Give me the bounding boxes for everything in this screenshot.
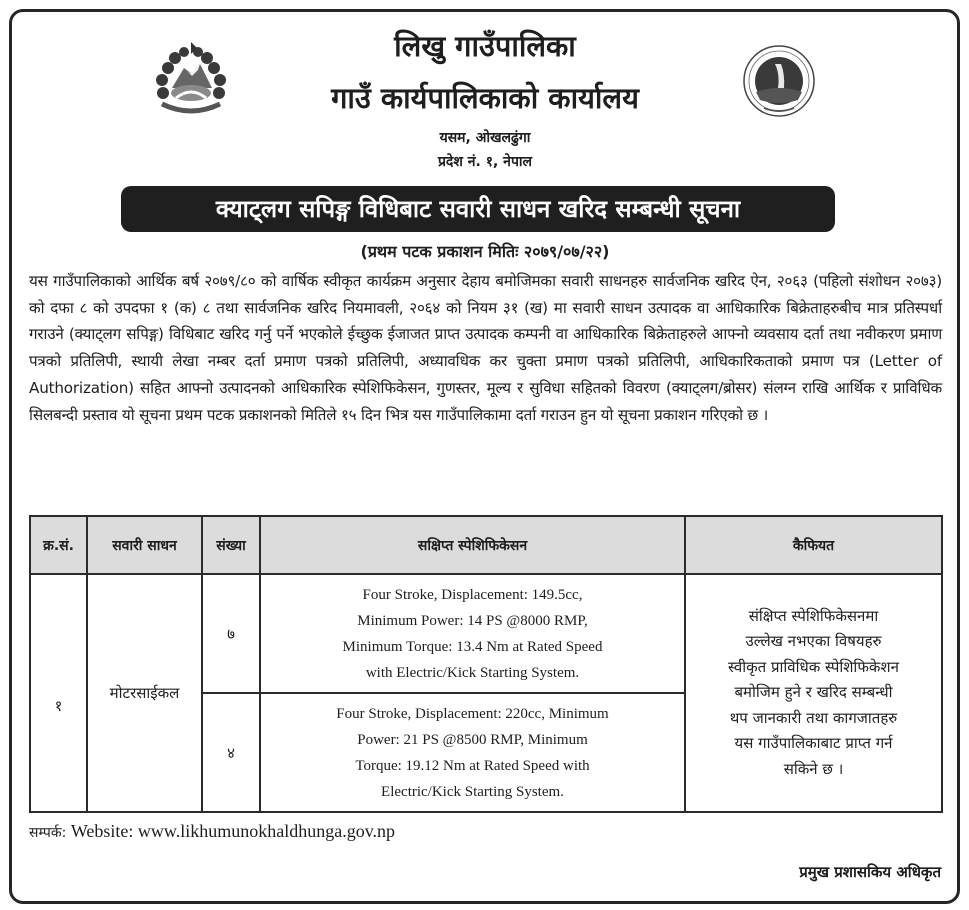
table-header-row	[30, 516, 942, 574]
spec-line: Minimum Torque: 13.4 Nm at Rated Speed	[342, 638, 603, 655]
remarks-line: थप जानकारी तथा कागजातहरु	[729, 708, 898, 727]
header-specification: सक्षिप्त स्पेशिफिकेसन	[260, 516, 685, 574]
vehicle-cell: मोटरसाईकल	[87, 574, 202, 812]
contact-info	[29, 818, 395, 846]
table-row	[30, 574, 942, 693]
remarks-line: यस गाउँपालिकाबाट प्राप्त गर्न	[734, 734, 893, 753]
vehicle-spec-table	[29, 515, 943, 813]
nepal-emblem-logo	[148, 38, 234, 118]
spec-line: Power: 21 PS @8500 RMP, Minimum	[357, 731, 588, 748]
remarks-line: बमोजिम हुने र खरिद सम्बन्धी	[734, 683, 893, 702]
notice-body: यस गाउँपालिकाको आर्थिक बर्ष २०७९/८० को वार्षिक स्वीकृत कार्यक्रम अनुसार देहाय बमोजिमका सवारी साधनहरु सार्वजनिक खरिद ऐन, २०६३ (पहिलो संशोधन २०७३) को दफा ८ को उपदफा १ (क) ८ तथा सार्वजनिक खरिद नियमावली, २०६४ को नियम ३१ (ख) मा सवारी साधन उत्पादक वा आधिकारिक बिक्रेताहरुबीच मात्र प्रतिस्पर्धा गराउने (क्याट्लग सपिङ्ग) विधिबाट खरिद गर्नु पर्ने भएकोले ईच्छुक ईजाजत प्राप्त उत्पादक कम्पनी वा आधिकारिक बिक्रेताहरुले आफ्नो व्यवसाय दर्ता तथा नवीकरण प्रमाण पत्रको प्रतिलिपी, स्थायी लेखा नम्बर दर्ता प्रमाण पत्रको प्रतिलिपी, अध्यावधिक कर चुक्ता प्रमाण पत्रको प्रतिलिपी, आधिकारिकताको प्रमाण पत्र (Letter of Authorization) सहित आफ्नो उत्पादनको आधिकारिक स्पेशिफिकेसन, गुणस्तर, मूल्य र सुविधा सहितको विवरण (क्याट्लग/ब्रोसर) संलग्न राखि आर्थिक र प्राविधिक सिलबन्दी प्रस्ताव यो सूचना प्रथम पटक प्रकाशनको मितिले १५ दिन भित्र यस गाउँपालिकामा दर्ता गराउन हुन यो सूचना प्रकाशन गरिएको छ ।	[29, 272, 942, 424]
spec-line: Four Stroke, Displacement: 220cc, Minimum	[336, 705, 609, 722]
spec-line: Torque: 19.12 Nm at Rated Speed with	[355, 757, 590, 774]
header-quantity: संख्या	[202, 516, 260, 574]
remarks-line: उल्लेख नभएका विषयहरु	[745, 632, 882, 651]
specification-cell	[260, 693, 685, 812]
serial-cell: १	[30, 574, 87, 812]
signatory-title: प्रमुख प्रशासकिय अधिकृत	[799, 863, 941, 881]
municipality-name: लिखु गाउँपालिका	[394, 29, 576, 63]
remarks-line: स्वीकृत प्राविधिक स्पेशिफिकेशन	[728, 657, 899, 676]
spec-line: Minimum Power: 14 PS @8000 RMP,	[357, 612, 588, 629]
address-line-1: यसम, ओखलढुंगा	[439, 130, 531, 146]
municipality-seal-logo	[742, 44, 816, 118]
specification-cell	[260, 574, 685, 693]
remarks-line: सकिने छ ।	[783, 759, 844, 778]
notice-title-banner: क्याट्लग सपिङ्ग विधिबाट सवारी साधन खरिद सम्बन्धी सूचना	[121, 186, 835, 232]
publication-date: (प्रथम पटक प्रकाशन मितिः २०७९/०७/२२)	[360, 242, 610, 261]
spec-line: Four Stroke, Displacement: 149.5cc,	[362, 586, 583, 603]
website-link[interactable]: Website: www.likhumunokhaldhunga.gov.np	[70, 821, 396, 841]
header-vehicle: सवारी साधन	[87, 516, 202, 574]
remarks-line: संक्षिप्त स्पेशिफिकेसनमा	[748, 606, 879, 625]
spec-line: with Electric/Kick Starting System.	[365, 664, 580, 681]
remarks-cell	[685, 574, 942, 812]
spec-line: Electric/Kick Starting System.	[381, 783, 564, 800]
header-remarks: कैफियत	[685, 516, 942, 574]
office-name: गाउँ कार्यपालिकाको कार्यालय	[331, 81, 639, 115]
header-serial: क्र.सं.	[30, 516, 87, 574]
contact-label: सम्पर्क:	[29, 825, 67, 841]
address-line-2: प्रदेश नं. १, नेपाल	[437, 154, 533, 170]
quantity-cell: ७	[202, 574, 260, 693]
quantity-cell: ४	[202, 693, 260, 812]
